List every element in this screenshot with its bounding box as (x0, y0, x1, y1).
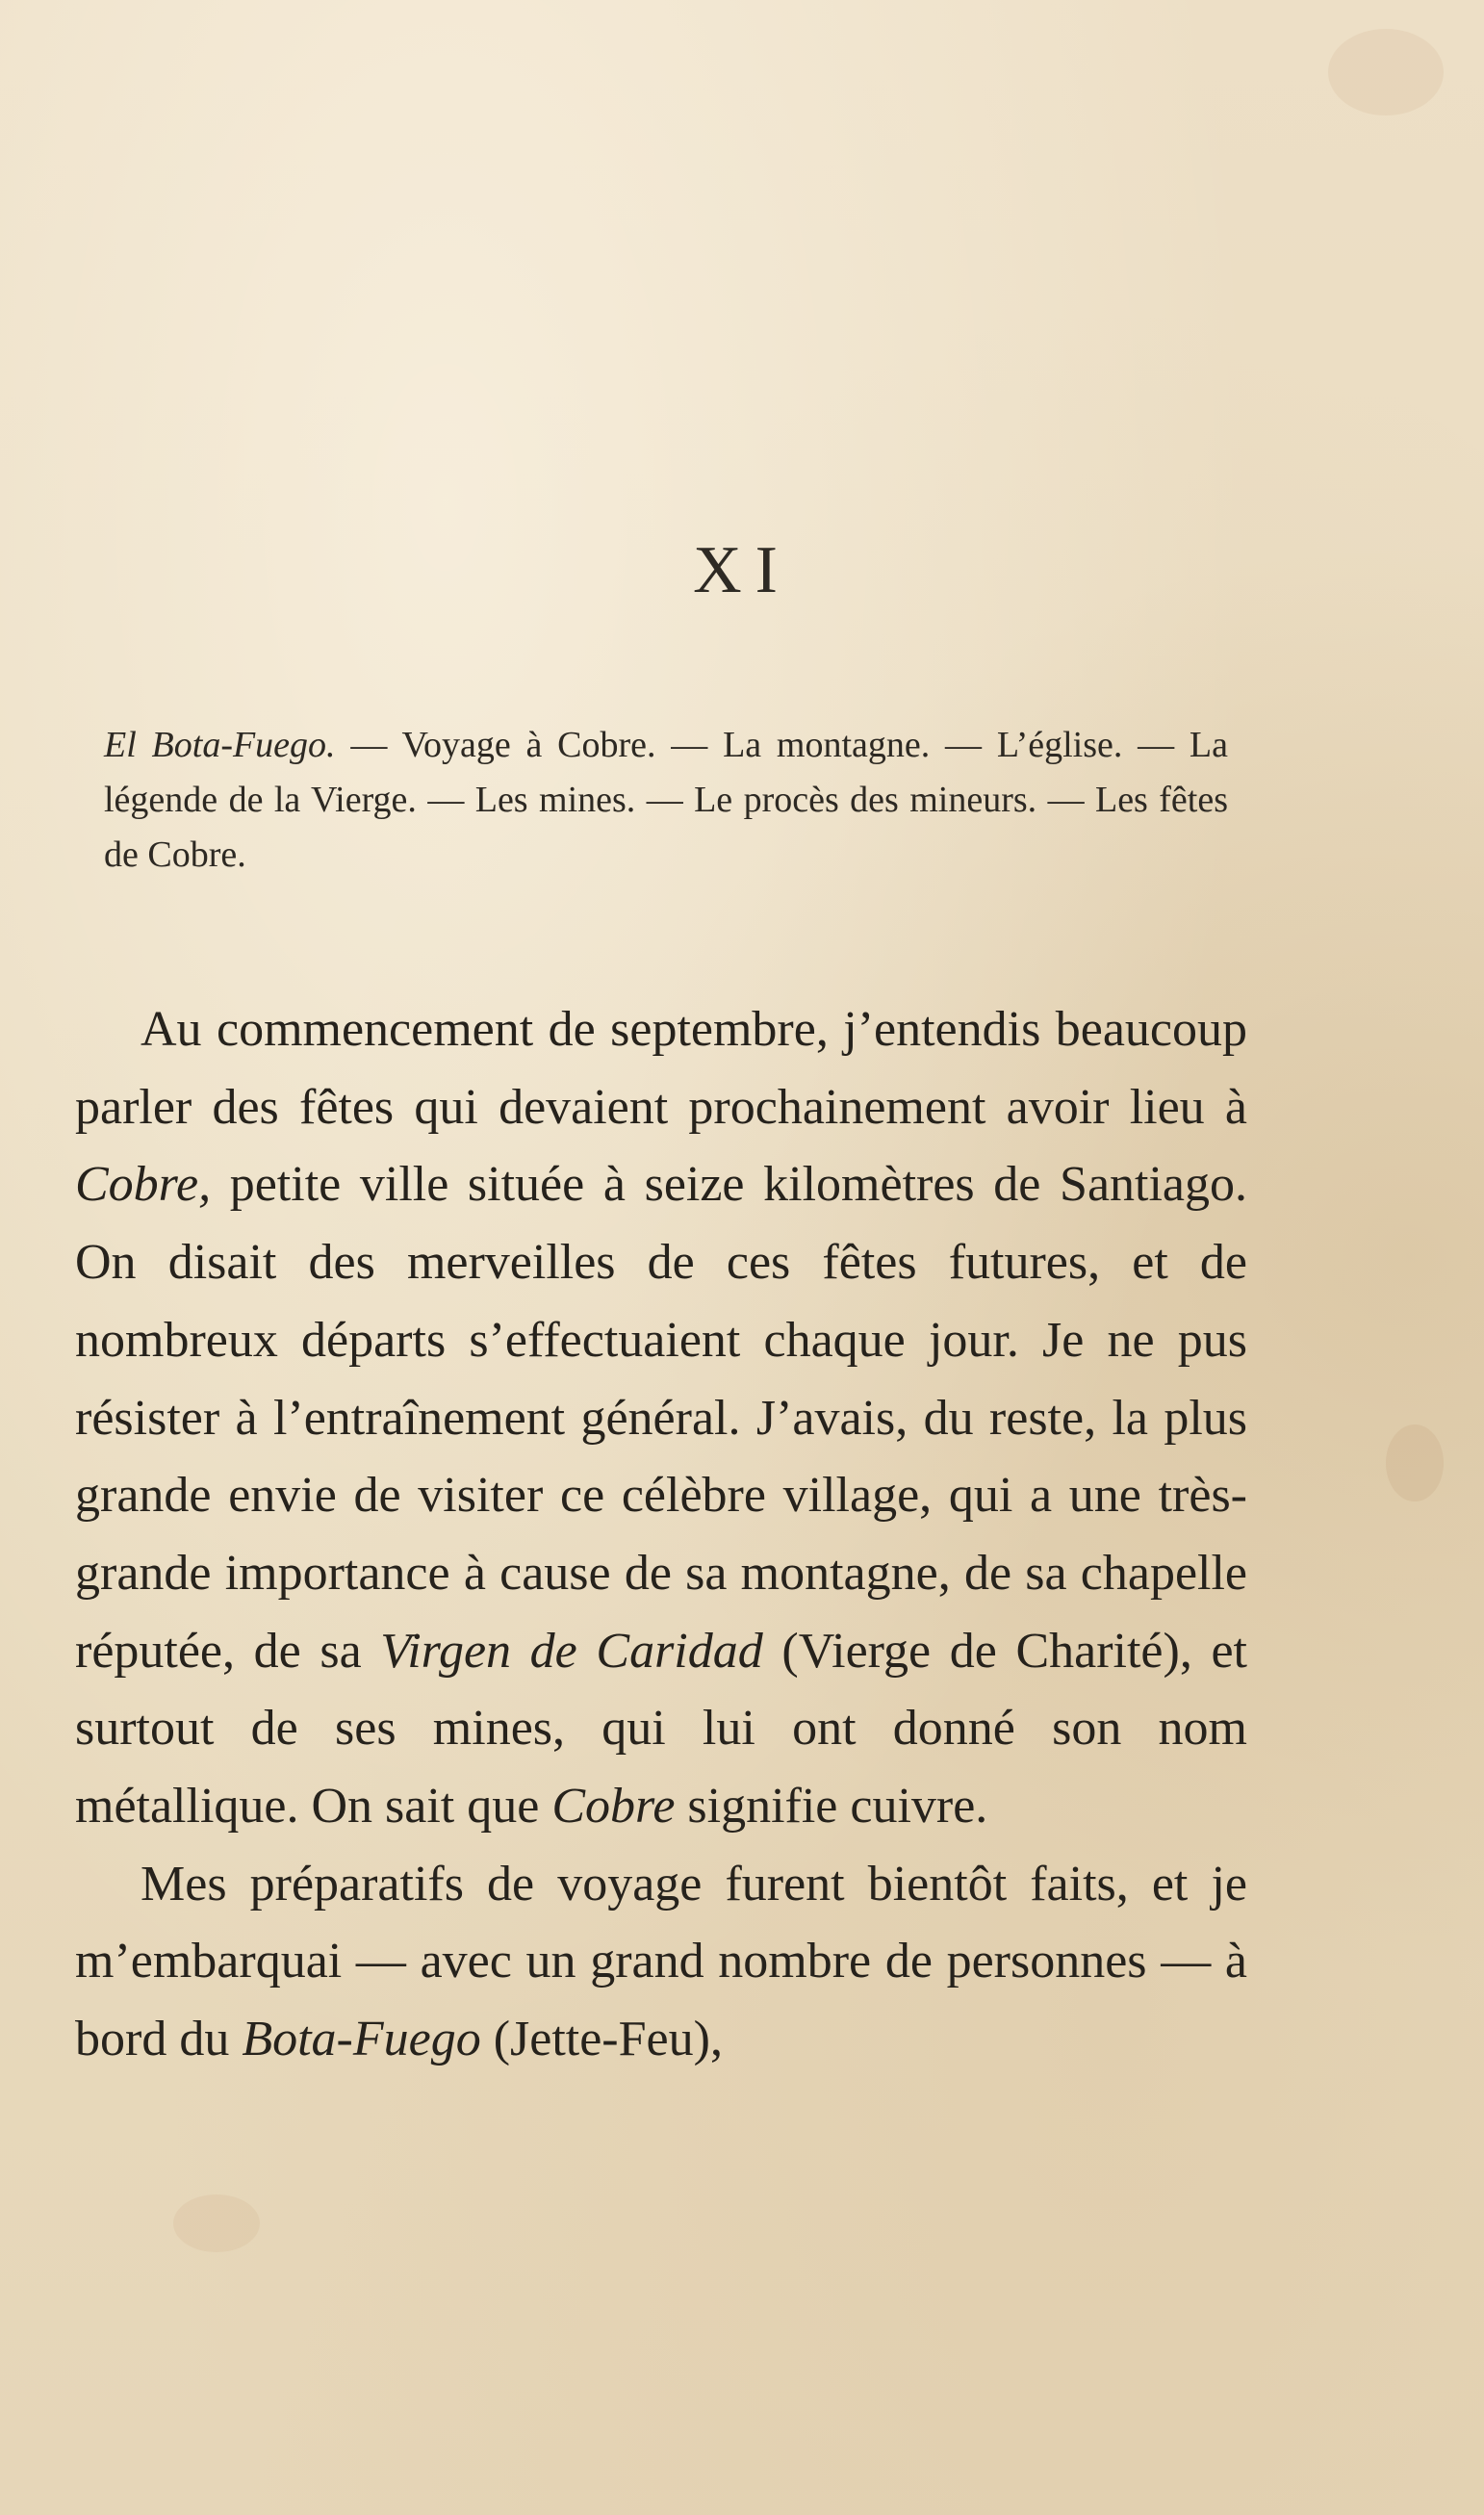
summary-text: — Voyage à Cobre. — La montagne. — L’église. — La légende de la Vierge. — Les mines. — Le procès des mineurs. — Les fêtes de Cobre. (104, 725, 1228, 875)
italic-run: Virgen de Caridad (380, 1623, 763, 1679)
paper-stain (173, 2194, 260, 2252)
paper-stain (1386, 1424, 1444, 1501)
text-run: (Vierge de Charité), et surtout de ses mines, qui lui ont donné son nom métallique. On sait que (75, 1623, 1247, 1835)
text-run: signifie cuivre. (675, 1779, 988, 1835)
chapter-summary (104, 718, 1228, 883)
italic-run: Cobre, (75, 1157, 212, 1213)
paper-stain (1328, 29, 1444, 115)
text-run: (Jette-Feu), (480, 2012, 723, 2067)
paragraph (75, 1846, 1247, 2079)
text-run: petite ville située à seize kilomètres de Santiago. On disait des merveilles de ces fêtes futures, et de nombreux départs s’effectuaient chaque jour. Je ne pus résister à l’entraînement général. J’avais, du reste, la plus grande envie de visiter ce célèbre village, qui a une très-grande importance à cause de sa montagne, de sa chapelle réputée, de sa (75, 1157, 1247, 1679)
italic-run: Bota-Fuego (242, 2012, 481, 2067)
body-text (75, 991, 1247, 2079)
summary-title-italic: El Bota-Fuego. (104, 725, 336, 765)
italic-run: Cobre (551, 1779, 676, 1835)
paragraph (75, 991, 1247, 1846)
text-run: Mes préparatifs de voyage furent bientôt faits, et je m’embarquai — avec un grand nombre de personnes — à bord du (75, 1856, 1247, 2067)
text-run: Au commencement de septembre, j’entendis beaucoup parler des fêtes qui devaient prochainement avoir lieu à (75, 1002, 1247, 1135)
chapter-number: XI (693, 533, 791, 607)
